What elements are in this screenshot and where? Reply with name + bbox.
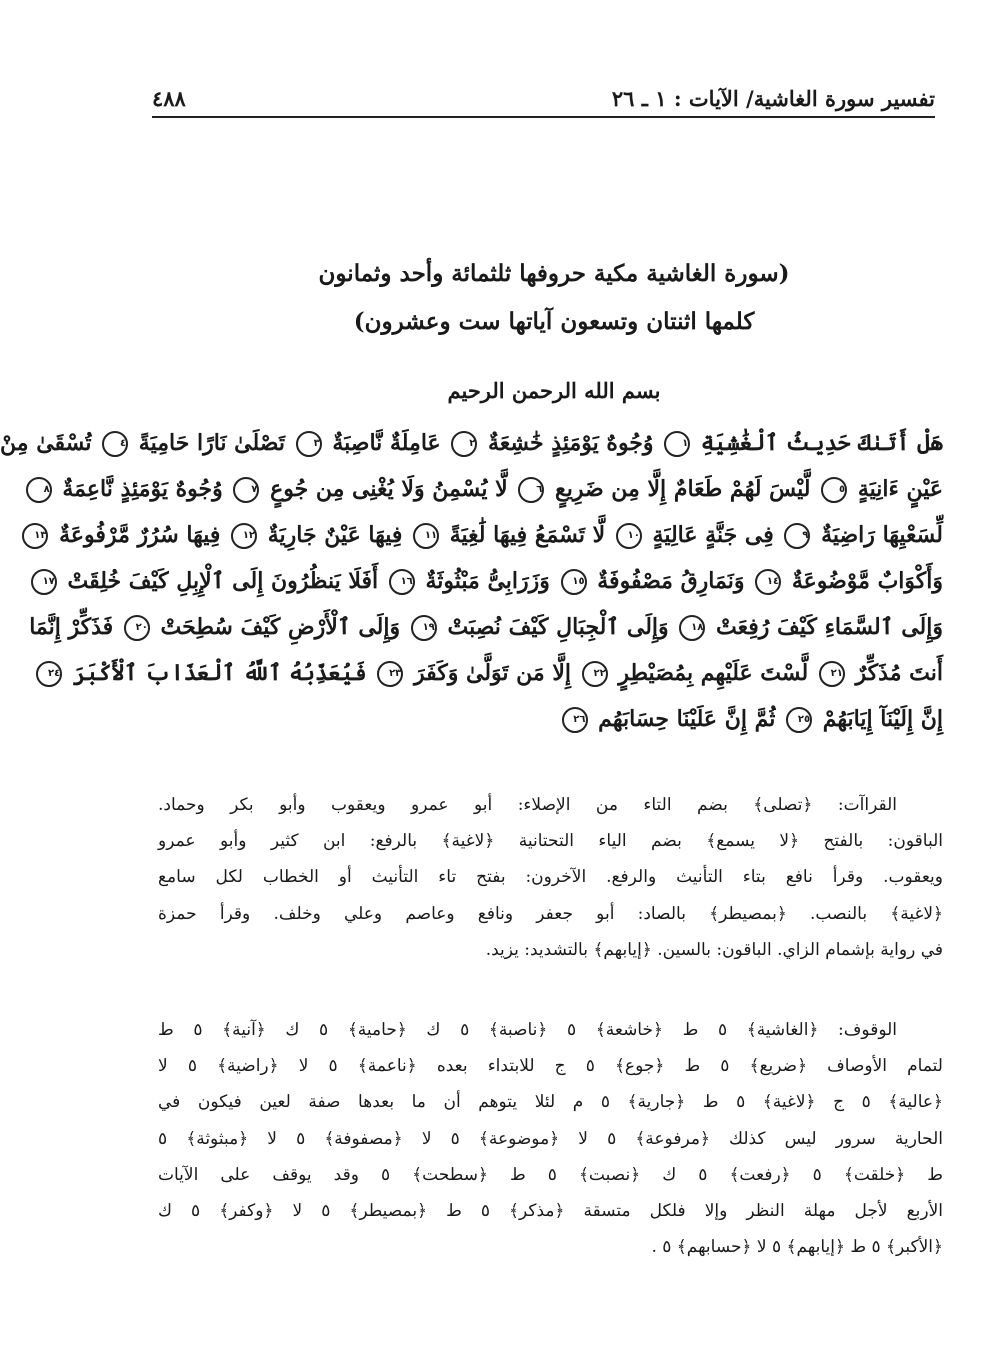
ayah-number-marker: ١٣ xyxy=(22,523,48,549)
ayah-number-marker: ٢٣ xyxy=(377,661,403,687)
ayah-number-marker: ٢١ xyxy=(819,661,845,687)
ayah-text: وُجُوهٌ يَوْمَئِذٍ خَٰشِعَةٌ xyxy=(488,430,654,456)
ayah-text: وَأَكْوَابٌ مَّوْضُوعَةٌ xyxy=(791,568,943,594)
ayah-text: وَإِلَى ٱلْأَرْضِ كَيْفَ سُطِحَتْ xyxy=(160,614,401,640)
ayah-text: ثُمَّ إِنَّ عَلَيْنَا حِسَابَهُم xyxy=(598,706,776,732)
ayah-text: أَفَلَا يَنظُرُونَ إِلَى ٱلْإِبِلِ كَيْفَ خُلِقَتْ xyxy=(67,568,379,594)
ayah-number-marker: ٩ xyxy=(784,523,810,549)
ayah-number-marker: ٢ xyxy=(451,431,477,457)
ayah-number-marker: ٢٦ xyxy=(562,707,588,733)
ayah-number-marker: ٢٠ xyxy=(124,615,150,641)
ayah-number-marker: ١ xyxy=(664,431,690,457)
running-title: تفسير سورة الغاشية/ الآيات : ١ ـ ٢٦ xyxy=(611,85,935,111)
quran-line xyxy=(43,466,943,512)
ayah-text: تَصْلَىٰ نَارًا حَامِيَةً xyxy=(138,430,286,456)
wuquf-line: الحارية سرور ليس كذلك ﴿مرفوعة﴾ ٥ لا ﴿موضوعة﴾ ٥ لا ﴿مصفوفة﴾ ٥ لا ﴿مبثوثة﴾ ٥ xyxy=(158,1128,943,1149)
page-number: ٤٨٨ xyxy=(152,85,186,111)
wuquf-line: ﴿الأكبر﴾ ٥ ط ﴿إيابهم﴾ ٥ لا ﴿حسابهم﴾ ٥ . xyxy=(651,1237,943,1258)
qiraat-line: في رواية بإشمام الزاي. الباقون: بالسين. ﴿إيابهم﴾ بالتشديد: يزيد. xyxy=(485,939,943,960)
ayah-text: لَّا تَسْمَعُ فِيهَا لَٰغِيَةً xyxy=(449,522,606,548)
qiraat-paragraph xyxy=(158,787,943,968)
ayah-text: لِّسَعْيِهَا رَاضِيَةٌ xyxy=(821,522,943,548)
ayah-text: عَيْنٍ ءَانِيَةٍ xyxy=(857,476,943,502)
ayah-number-marker: ٥ xyxy=(821,477,847,503)
ayah-number-marker: ٤ xyxy=(102,431,128,457)
ayah-number-marker: ١٥ xyxy=(561,569,587,595)
ayah-number-marker: ٨ xyxy=(26,477,52,503)
wuquf-line: لتمام الأوصاف ﴿ضريع﴾ ٥ ط ﴿جوع﴾ ٥ ج للابتداء بعده ﴿ناعمة﴾ ٥ لا ﴿راضية﴾ ٥ لا xyxy=(158,1056,943,1077)
ayah-text: لَّيْسَ لَهُمْ طَعَامٌ إِلَّا مِن ضَرِيعٍ xyxy=(555,476,811,502)
quran-line xyxy=(158,696,943,742)
surah-intro-line: (سورة الغاشية مكية حروفها ثلثمائة وأحد وثمانون xyxy=(318,260,790,287)
ayah-text: عَامِلَةٌ نَّاصِبَةٌ xyxy=(332,430,441,456)
ayah-number-marker: ١٢ xyxy=(231,523,257,549)
quran-line xyxy=(34,512,943,558)
ayah-text: وَنَمَارِقُ مَصْفُوفَةٌ xyxy=(597,568,745,594)
ayah-text: فِى جَنَّةٍ عَالِيَةٍ xyxy=(652,522,774,548)
quran-line xyxy=(29,604,943,650)
quran-line xyxy=(48,650,943,696)
wuquf-paragraph xyxy=(158,1012,943,1265)
ayah-number-marker: ١٠ xyxy=(616,523,642,549)
wuquf-line: ﴿عالية﴾ ٥ ج ﴿لاغية﴾ ٥ ط ﴿جارية﴾ ٥ م لئلا يتوهم أن ما بعدها صفة لعين فيكون في xyxy=(158,1092,943,1113)
wuquf-line: الوقوف: ﴿الغاشية﴾ ٥ ط ﴿خاشعة﴾ ٥ ﴿ناصبة﴾ ٥ ك ﴿حامية﴾ ٥ ك ﴿آنية﴾ ٥ ط xyxy=(158,1020,898,1040)
ayah-number-marker: ١٧ xyxy=(31,569,57,595)
ayah-text: وَإِلَى ٱلْجِبَالِ كَيْفَ نُصِبَتْ xyxy=(447,614,669,640)
wuquf-line: ط ﴿خلقت﴾ ٥ ﴿رفعت﴾ ٥ ك ﴿نصبت﴾ ٥ ط ﴿سطحت﴾ ٥ وقد يوقف على الآيات xyxy=(158,1164,943,1185)
ayah-number-marker: ٦ xyxy=(518,477,544,503)
ayah-text: فِيهَا عَيْنٌ جَارِيَةٌ xyxy=(267,522,403,548)
quran-line xyxy=(0,420,943,466)
ayah-number-marker: ١٨ xyxy=(679,615,705,641)
page-header xyxy=(152,80,935,116)
surah-intro-line: كلمها اثنتان وتسعون آياتها ست وعشرون) xyxy=(353,308,755,335)
ayah-number-marker: ٧ xyxy=(233,477,259,503)
ayah-number-marker: ١٦ xyxy=(389,569,415,595)
basmala: بسم الله الرحمن الرحيم xyxy=(447,378,661,403)
quran-line xyxy=(42,558,943,604)
ayah-text: إِلَّا مَن تَوَلَّىٰ وَكَفَرَ xyxy=(413,660,572,686)
ayah-text: تُسْقَىٰ مِنْ xyxy=(0,430,92,456)
qiraat-line: الباقون: بالفتح ﴿لا يسمع﴾ بضم الياء التحتانية ﴿لاغية﴾ بالرفع: ابن كثير وأبو عمرو xyxy=(158,831,943,852)
wuquf-line: الأربع لأجل مهلة النظر وإلا فلكل متسقة ﴿مذكر﴾ ٥ ط ﴿بمصيطر﴾ ٥ لا ﴿وكفر﴾ ٥ ك xyxy=(158,1200,943,1221)
qiraat-line: ﴿لاغية﴾ بالنصب. ﴿بمصيطر﴾ بالصاد: أبو جعفر ونافع وعاصم وعلي وخلف. وقرأ حمزة xyxy=(158,903,943,924)
quran-text-block xyxy=(0,420,943,742)
ayah-text: لَّا يُسْمِنُ وَلَا يُغْنِى مِن جُوعٍ xyxy=(270,476,508,502)
ayah-text: لَّسْتَ عَلَيْهِم بِمُصَيْطِرٍ xyxy=(618,660,809,686)
surah-intro xyxy=(174,250,934,346)
qiraat-line: ويعقوب. وقرأ نافع بتاء التأنيث والرفع. الآخرون: بفتح تاء التأنيث أو الخطاب لكل سامع xyxy=(158,867,943,888)
ayah-text: هَلْ أَتَىٰكَ حَدِيثُ ٱلْغَٰشِيَةِ xyxy=(700,430,943,456)
ayah-number-marker: ١٩ xyxy=(411,615,437,641)
header-rule xyxy=(152,116,935,118)
ayah-text: أَنتَ مُذَكِّرٌ xyxy=(855,660,943,686)
ayah-number-marker: ١٤ xyxy=(755,569,781,595)
ayah-text: فَيُعَذِّبُهُ ٱللَّهُ ٱلْعَذَابَ ٱلْأَكْبَرَ xyxy=(72,660,367,686)
ayah-number-marker: ٣ xyxy=(296,431,322,457)
ayah-text: وَزَرَابِىُّ مَبْثُوثَةٌ xyxy=(425,568,550,594)
ayah-text: فِيهَا سُرُرٌ مَّرْفُوعَةٌ xyxy=(59,522,221,548)
ayah-number-marker: ٢٥ xyxy=(786,707,812,733)
qiraat-line: القراآت: ﴿تصلى﴾ بضم التاء من الإصلاء: أبو عمرو ويعقوب وأبو بكر وحماد. xyxy=(158,795,897,815)
ayah-number-marker: ٢٢ xyxy=(582,661,608,687)
ayah-text: وُجُوهٌ يَوْمَئِذٍ نَّاعِمَةٌ xyxy=(62,476,223,502)
ayah-number-marker: ٢٤ xyxy=(36,661,62,687)
ayah-number-marker: ١١ xyxy=(413,523,439,549)
ayah-text: فَذَكِّرْ إِنَّمَا xyxy=(29,614,114,640)
ayah-text: وَإِلَى ٱلسَّمَاءِ كَيْفَ رُفِعَتْ xyxy=(716,614,943,640)
ayah-text: إِنَّ إِلَيْنَآ إِيَابَهُمْ xyxy=(822,706,943,732)
